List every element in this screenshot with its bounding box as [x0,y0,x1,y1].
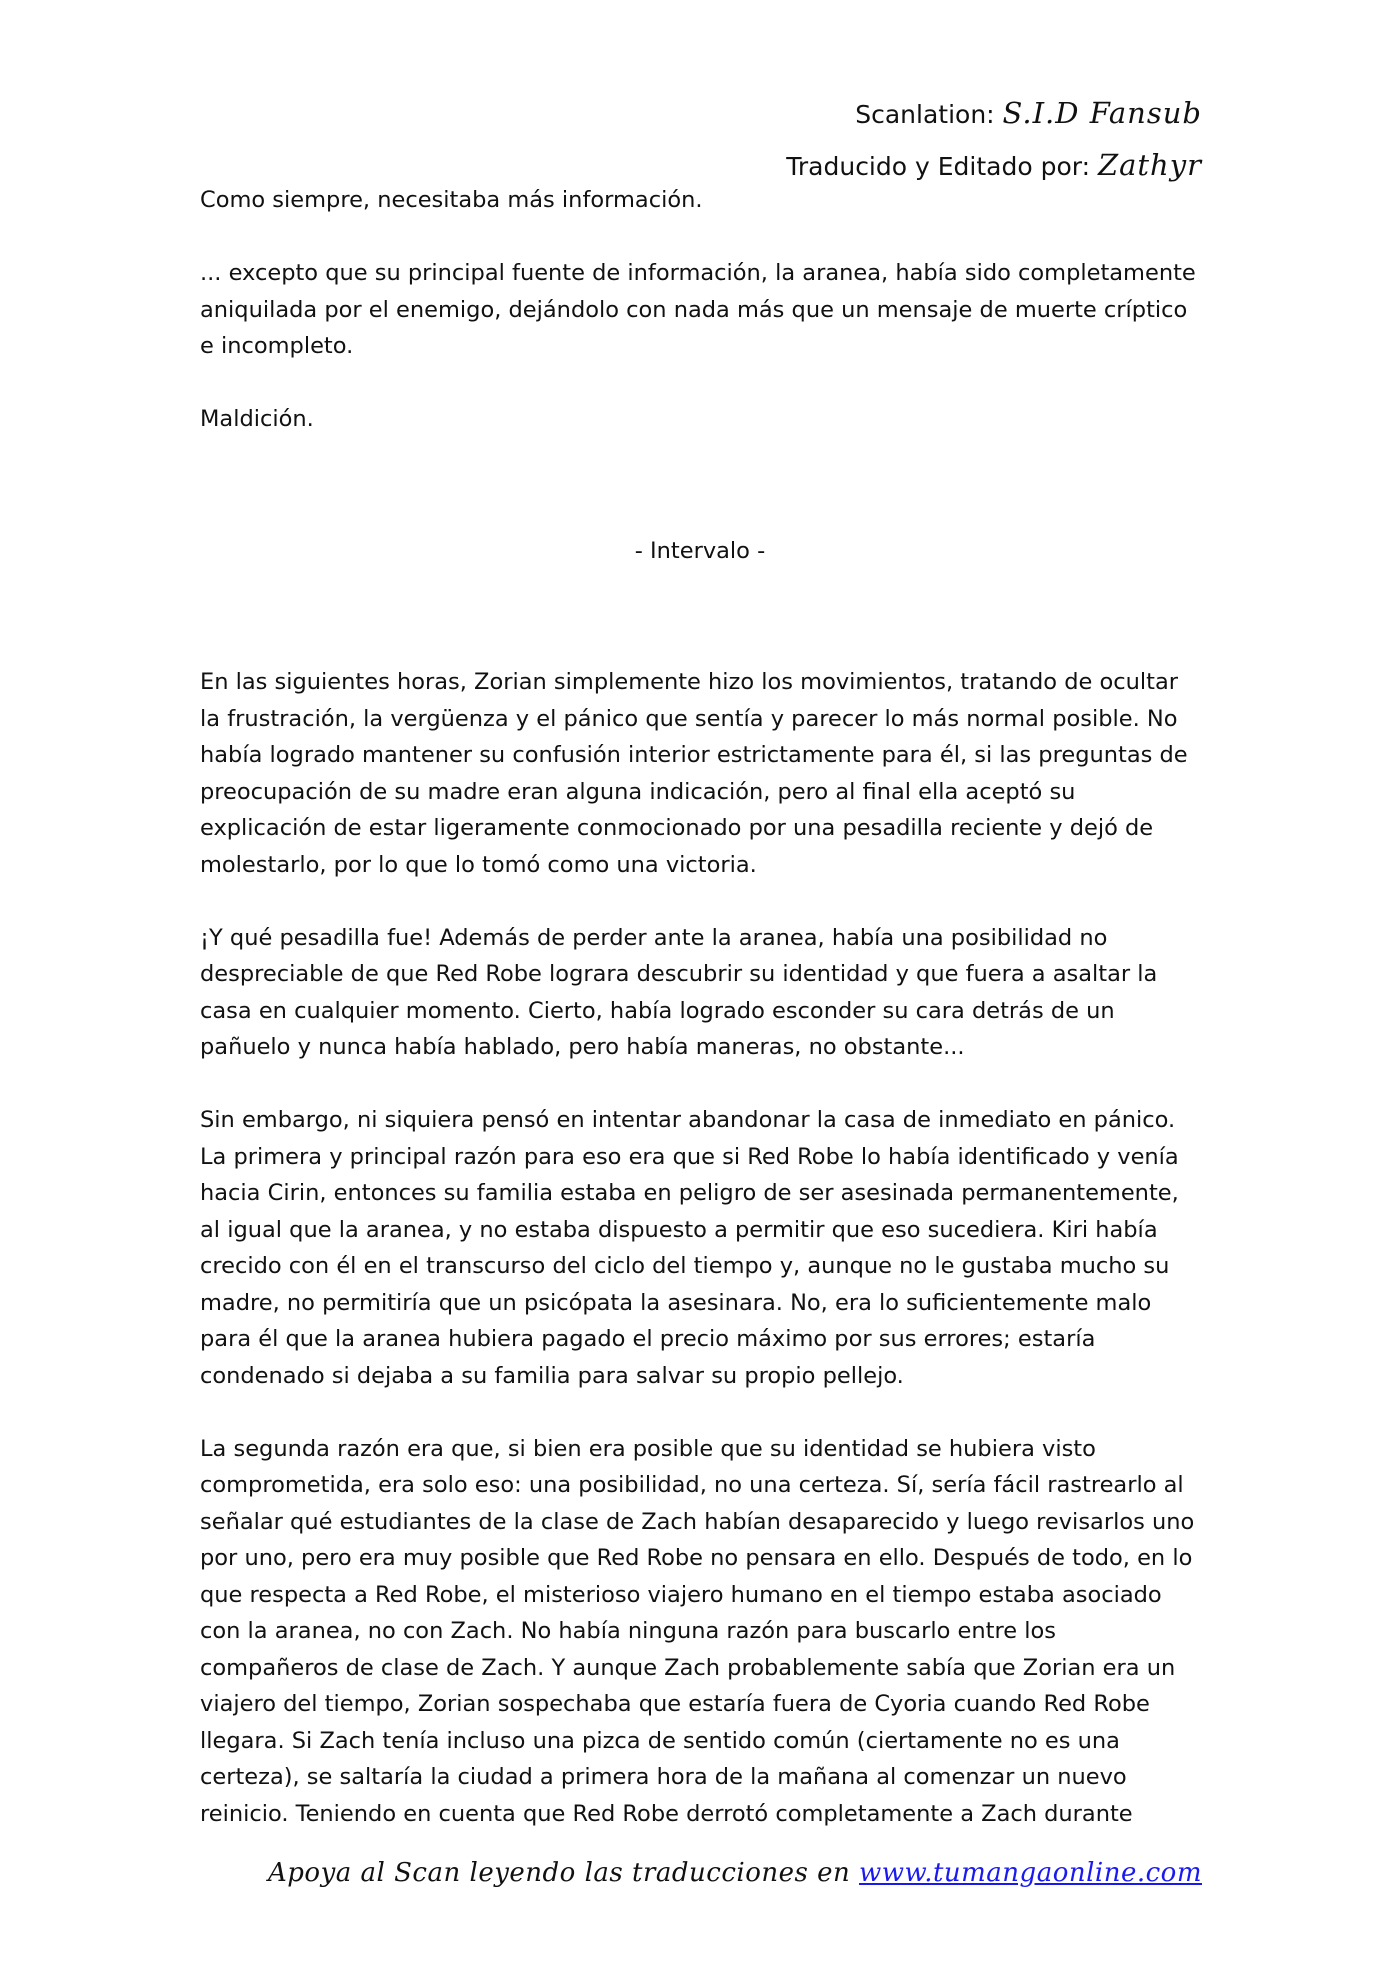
paragraph: ¡Y qué pesadilla fue! Además de perder ante la aranea, había una posibilidad no despreciable de que Red Robe lograra descubrir su identidad y que fuera a asaltar la casa en cualquier momento. Cierto, había logrado esconder su cara detrás de un pañuelo y nunca había hablado, pero había maneras, no obstante... [200,924,1158,1060]
paragraph: Sin embargo, ni siquiera pensó en intentar abandonar la casa de inmediato en pánico. La primera y principal razón para eso era que si Red Robe lo había identificado y venía hacia Cirin, entonces su familia estaba en peligro de ser asesinada permanentemente, al igual que la aranea, y no estaba dispuesto a permitir que eso sucediera. Kiri había crecido con él en el transcurso del ciclo del tiempo y, aunque no le gustaba mucho su madre, no permitiría que un psicópata la asesinara. No, era lo suficientemente malo para él que la aranea hubiera pagado el precio máximo por sus errores; estaría condenado si dejaba a su familia para salvar su propio pellejo. [200,1107,1179,1389]
scanlation-label: Scanlation: [855,100,995,129]
footer-link[interactable]: www.tumangaonline.com [859,1858,1202,1888]
paragraph: En las siguientes horas, Zorian simplemente hizo los movimientos, tratando de ocultar la frustración, la vergüenza y el pánico que sentía y parecer lo más normal posible. No había logrado mantener su confusión interior estrictamente para él, si las preguntas de preocupación de su madre eran alguna indicación, pero al final ella aceptó su explicación de estar ligeramente conmocionado por una pesadilla reciente y dejó de molestarlo, por lo que lo tomó como una victoria. [200,669,1188,878]
paragraph: La segunda razón era que, si bien era posible que su identidad se hubiera visto comprometida, era solo eso: una posibilidad, no una certeza. Sí, sería fácil rastrearlo al señalar qué estudiantes de la clase de Zach habían desaparecido y luego revisarlos uno por uno, pero era muy posible que Red Robe no pensara en ello. Después de todo, en lo que respecta a Red Robe, el misterioso viajero humano en el tiempo estaba asociado con la aranea, no con Zach. No había ninguna razón para buscarlo entre los compañeros de clase de Zach. Y aunque Zach probablemente sabía que Zorian era un viajero del tiempo, Zorian sospechaba que estaría fuera de Cyoria cuando Red Robe llegara. Si Zach tenía incluso una pizca de sentido común (ciertamente no es una certeza), se saltaría la ciudad a primera hora de la mañana al comenzar un nuevo reinicio. Teniendo en cuenta que Red Robe derrotó completamente a Zach durante [200,1435,1195,1827]
paragraph: Maldición. [200,406,314,432]
paragraph: Como siempre, necesitaba más información. [200,187,703,213]
footer-credit [268,1858,1202,1888]
scanlation-group: S.I.D Fansub [1002,96,1202,130]
scene-break: - Intervalo - [634,537,766,564]
paragraph: ... excepto que su principal fuente de información, la aranea, había sido completamente aniquilada por el enemigo, dejándolo con nada más que un mensaje de muerte críptico e incompleto. [200,260,1196,359]
translator-label: Traducido y Editado por: [786,152,1091,181]
translator-name: Zathyr [1097,148,1202,182]
scanlation-line [786,88,1202,140]
footer-text: Apoya al Scan leyendo las traducciones en [268,1858,851,1888]
credits-block [786,88,1202,192]
chapter-body [200,182,1200,1869]
